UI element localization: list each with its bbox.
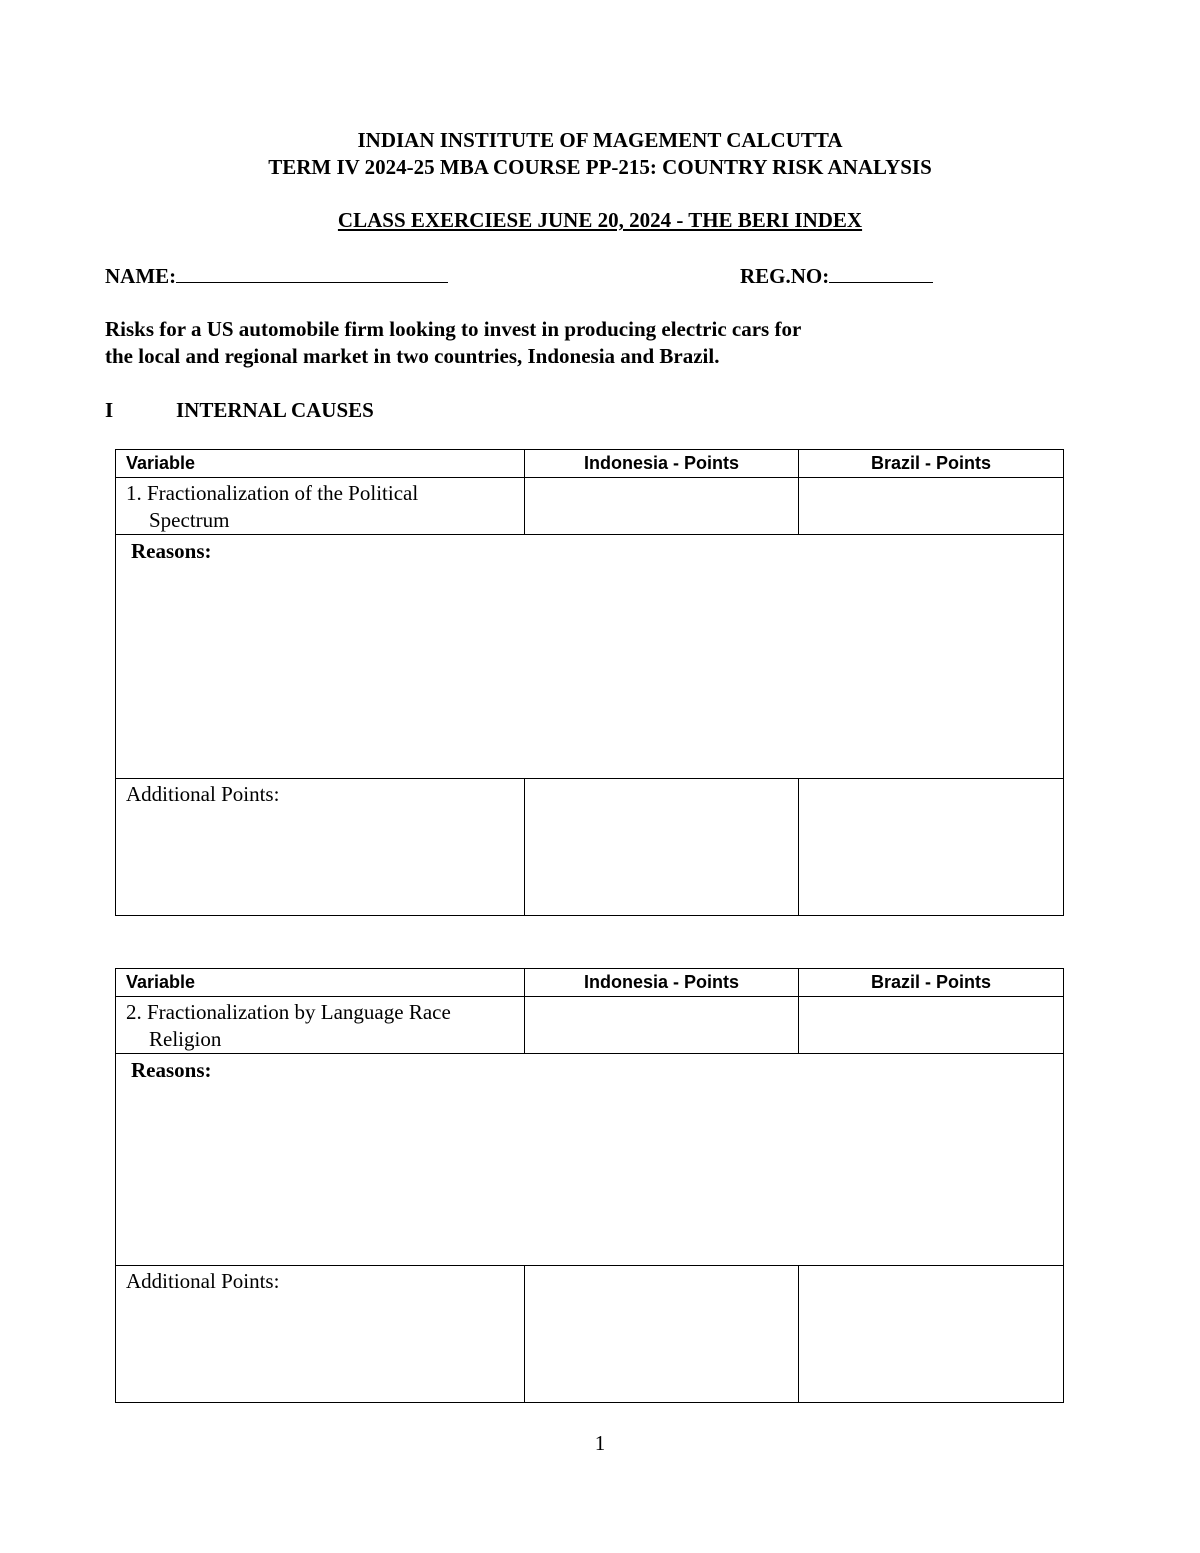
reasons-area[interactable] <box>116 1054 1064 1266</box>
beri-table-1 <box>115 449 1064 916</box>
brazil-additional-points-input[interactable] <box>799 779 1064 916</box>
variable-cell <box>116 997 525 1054</box>
name-label: NAME: <box>105 264 177 288</box>
variable-text-line-1: 1. Fractionalization of the Political <box>126 481 419 505</box>
header-brazil-points: Brazil - Points <box>799 969 1064 997</box>
course-title: TERM IV 2024-25 MBA COURSE PP-215: COUNTRY RISK ANALYSIS <box>268 155 932 179</box>
additional-points-label: Additional Points: <box>126 1269 280 1293</box>
beri-table-2 <box>115 968 1064 1403</box>
brazil-points-input[interactable] <box>799 997 1064 1054</box>
reasons-area[interactable] <box>116 535 1064 779</box>
reg-no-label: REG.NO: <box>740 264 830 288</box>
reasons-label: Reasons: <box>131 539 212 563</box>
page-number: 1 <box>594 1431 606 1455</box>
variable-text-line-2: Religion <box>149 1027 222 1051</box>
intro-line-2: the local and regional market in two countries, Indonesia and Brazil. <box>105 344 720 368</box>
variable-text-line-2: Spectrum <box>149 508 230 532</box>
name-blank-line[interactable] <box>176 262 448 283</box>
reasons-label: Reasons: <box>131 1058 212 1082</box>
header-indonesia-points: Indonesia - Points <box>525 450 799 478</box>
header-variable: Variable <box>116 450 525 478</box>
indonesia-points-input[interactable] <box>525 997 799 1054</box>
indonesia-additional-points-input[interactable] <box>525 779 799 916</box>
additional-points-cell[interactable] <box>116 1266 525 1403</box>
header-brazil-points: Brazil - Points <box>799 450 1064 478</box>
additional-points-label: Additional Points: <box>126 782 280 806</box>
institute-title: INDIAN INSTITUTE OF MAGEMENT CALCUTTA <box>357 128 843 152</box>
indonesia-points-input[interactable] <box>525 478 799 535</box>
name-field[interactable] <box>105 262 448 289</box>
section-number: I <box>105 398 114 422</box>
reg-no-field[interactable] <box>740 262 933 289</box>
exercise-title: CLASS EXERCIESE JUNE 20, 2024 - THE BERI INDEX <box>337 208 863 232</box>
intro-paragraph <box>105 316 801 370</box>
variable-cell <box>116 478 525 535</box>
brazil-points-input[interactable] <box>799 478 1064 535</box>
reg-no-blank-line[interactable] <box>829 262 933 283</box>
section-title: INTERNAL CAUSES <box>176 398 374 422</box>
header-indonesia-points: Indonesia - Points <box>525 969 799 997</box>
variable-text-line-1: 2. Fractionalization by Language Race <box>126 1000 451 1024</box>
header-variable: Variable <box>116 969 525 997</box>
intro-line-1: Risks for a US automobile firm looking to invest in producing electric cars for <box>105 317 802 341</box>
indonesia-additional-points-input[interactable] <box>525 1266 799 1403</box>
brazil-additional-points-input[interactable] <box>799 1266 1064 1403</box>
additional-points-cell[interactable] <box>116 779 525 916</box>
